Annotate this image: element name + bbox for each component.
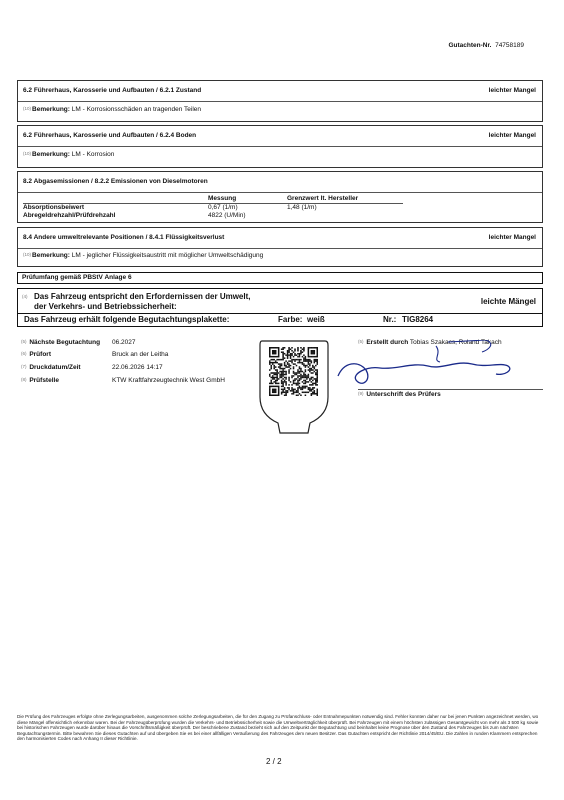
section-title: 8.2 Abgasemissionen / 8.2.2 Emissionen von Dieselmotoren	[23, 178, 208, 185]
result-line-2: der Verkehrs- und Betriebssicherheit:	[34, 302, 177, 311]
section-title: 6.2 Führerhaus, Karosserie und Aufbauten / 6.2.1 Zustand	[23, 87, 202, 94]
section-title: 8.4 Andere umweltrelevante Positionen / 8.4.1 Flüssigkeitsverlust	[23, 234, 225, 241]
nr-label: Nr.:	[383, 315, 397, 324]
detail-value: Bruck an der Leitha	[112, 351, 169, 358]
severity-label: leichter Mangel	[488, 87, 536, 94]
detail-value: 06.2027	[112, 339, 136, 346]
code-number: (9)	[358, 391, 364, 396]
remark-text: LM - Korrosionsschäden an tragenden Teilen	[71, 106, 202, 113]
detail-value: KTW Kraftfahrzeugtechnik West GmbH	[112, 377, 225, 384]
report-number-label: Gutachten-Nr.	[448, 42, 492, 49]
remark-line	[23, 106, 201, 113]
detail-row	[21, 364, 81, 371]
severity-label: leichter Mangel	[488, 132, 536, 139]
creator-label: Erstellt durch	[366, 339, 409, 346]
section-header	[18, 126, 542, 147]
detail-row	[21, 351, 51, 358]
section-header	[18, 228, 542, 249]
code-number: (5)	[358, 339, 364, 344]
column-measure: Messung	[208, 195, 237, 202]
code-number: (10)	[23, 151, 32, 156]
section-header	[18, 172, 542, 193]
result-box	[17, 288, 543, 314]
color-value: weiß	[307, 315, 325, 324]
remark-line	[23, 252, 263, 259]
emission-row-label: Abregeldrehzahl/Prüfdrehzahl	[23, 212, 116, 219]
code-number: (5)	[21, 339, 27, 344]
code-number: (10)	[23, 252, 32, 257]
section-header	[18, 81, 542, 102]
report-number-line	[448, 42, 524, 49]
detail-value: 22.06.2026 14:17	[112, 364, 163, 371]
detail-label: Prüfstelle	[29, 377, 59, 384]
severity-label: leichter Mangel	[488, 234, 536, 241]
section-8-4-1	[17, 227, 543, 267]
emission-row-measure: 0,67 (1/m)	[208, 204, 238, 211]
handwritten-signature	[336, 340, 526, 390]
remark-line	[23, 151, 114, 158]
section-6-2-1	[17, 80, 543, 122]
code-number: (6)	[21, 351, 27, 356]
scope-label: Prüfumfang gemäß PBStV Anlage 6	[22, 274, 132, 281]
remark-text: LM - Korrosion	[71, 151, 115, 158]
result-verdict: leichte Mängel	[480, 297, 536, 306]
signature-label: Unterschrift des Prüfers	[366, 391, 441, 398]
emission-row-measure: 4822 (U/Min)	[208, 212, 246, 219]
signature-caption	[358, 391, 441, 398]
inspection-plaque	[256, 337, 331, 437]
page-number: 2 / 2	[266, 757, 282, 766]
detail-label: Prüfort	[29, 351, 51, 358]
remark-text: LM - jeglicher Flüssigkeitsaustritt mit möglicher Umweltschädigung	[71, 252, 264, 259]
creator-value: Tobias Szakacs, Roland Takach	[409, 339, 502, 346]
remark-label: Bemerkung:	[32, 106, 70, 113]
color-label: Farbe:	[278, 315, 303, 324]
result-line-1: Das Fahrzeug entspricht den Erfordernissen der Umwelt,	[34, 292, 251, 301]
emission-row-limit: 1,48 (1/m)	[287, 204, 317, 211]
code-number: (7)	[21, 364, 27, 369]
plaque-box	[17, 314, 543, 327]
nr-value: TIG8264	[402, 315, 434, 324]
report-number: 74758189	[495, 42, 524, 49]
plaque-text: Das Fahrzeug erhält folgende Begutachtungsplakette:	[24, 315, 230, 324]
code-number: (4)	[22, 294, 28, 299]
code-number: (10)	[23, 106, 32, 111]
detail-row	[21, 339, 100, 346]
remark-label: Bemerkung:	[32, 252, 70, 259]
section-title: 6.2 Führerhaus, Karosserie und Aufbauten / 6.2.4 Boden	[23, 132, 197, 139]
section-emissions	[17, 171, 543, 223]
scope-box	[17, 272, 543, 284]
emission-row-label: Absorptionsbeiwert	[23, 204, 85, 211]
section-6-2-4	[17, 125, 543, 168]
remark-label: Bemerkung:	[32, 151, 70, 158]
legal-disclaimer: Die Prüfung des Fahrzeuges erfolgte ohne Zerlegungsarbeiten, ausgenommen solche Zerlegungsarbeiten, die für den Zugang zu Prüfanschluss- oder Entnahmepunkten notwendig sind. Fehler konnten daher nur bei jenen Punkten angezeichnet werden, wo diese Mängel offensichtlich erkennbar waren. Bei der Fahrzeugüberprüfung wurden die Verkehrs- und Betriebssicherheit sowie die Umweltverträglichkeit überprüft. Bei Fahrzeugen mit einem höchsten zulässigen Gesamtgewicht von mehr als 3 500 kg sowie bei historischen Fahrzeugen wurde darüber hinaus die Vorschriftsmäßigkeit überprüft. Der beschriebene Zustand bezieht sich auf den Zeitpunkt der Begutachtung und beinhaltet keine Prognose über den Zustand des Fahrzeuges bis zum nächsten Begutachtungstermin. Bitte bewahren Sie dieses Gutachten auf und übergeben Sie es bei einer allfälligen Veräußerung des Fahrzeuges dem neuen Besitzer. Das Gutachten entspricht der Richtlinie 2014/45/EU. Die Zahlen in runden Klammern entsprechen den harmonisierten Codes nach Anhang II dieser Richtlinie.	[17, 714, 539, 742]
qr-code-icon	[269, 347, 318, 396]
detail-label: Nächste Begutachtung	[29, 339, 101, 346]
column-limit: Grenzwert lt. Hersteller	[287, 195, 359, 202]
detail-label: Druckdatum/Zeit	[29, 364, 81, 371]
detail-row	[21, 377, 59, 384]
signature-line	[358, 389, 543, 390]
code-number: (8)	[21, 377, 27, 382]
